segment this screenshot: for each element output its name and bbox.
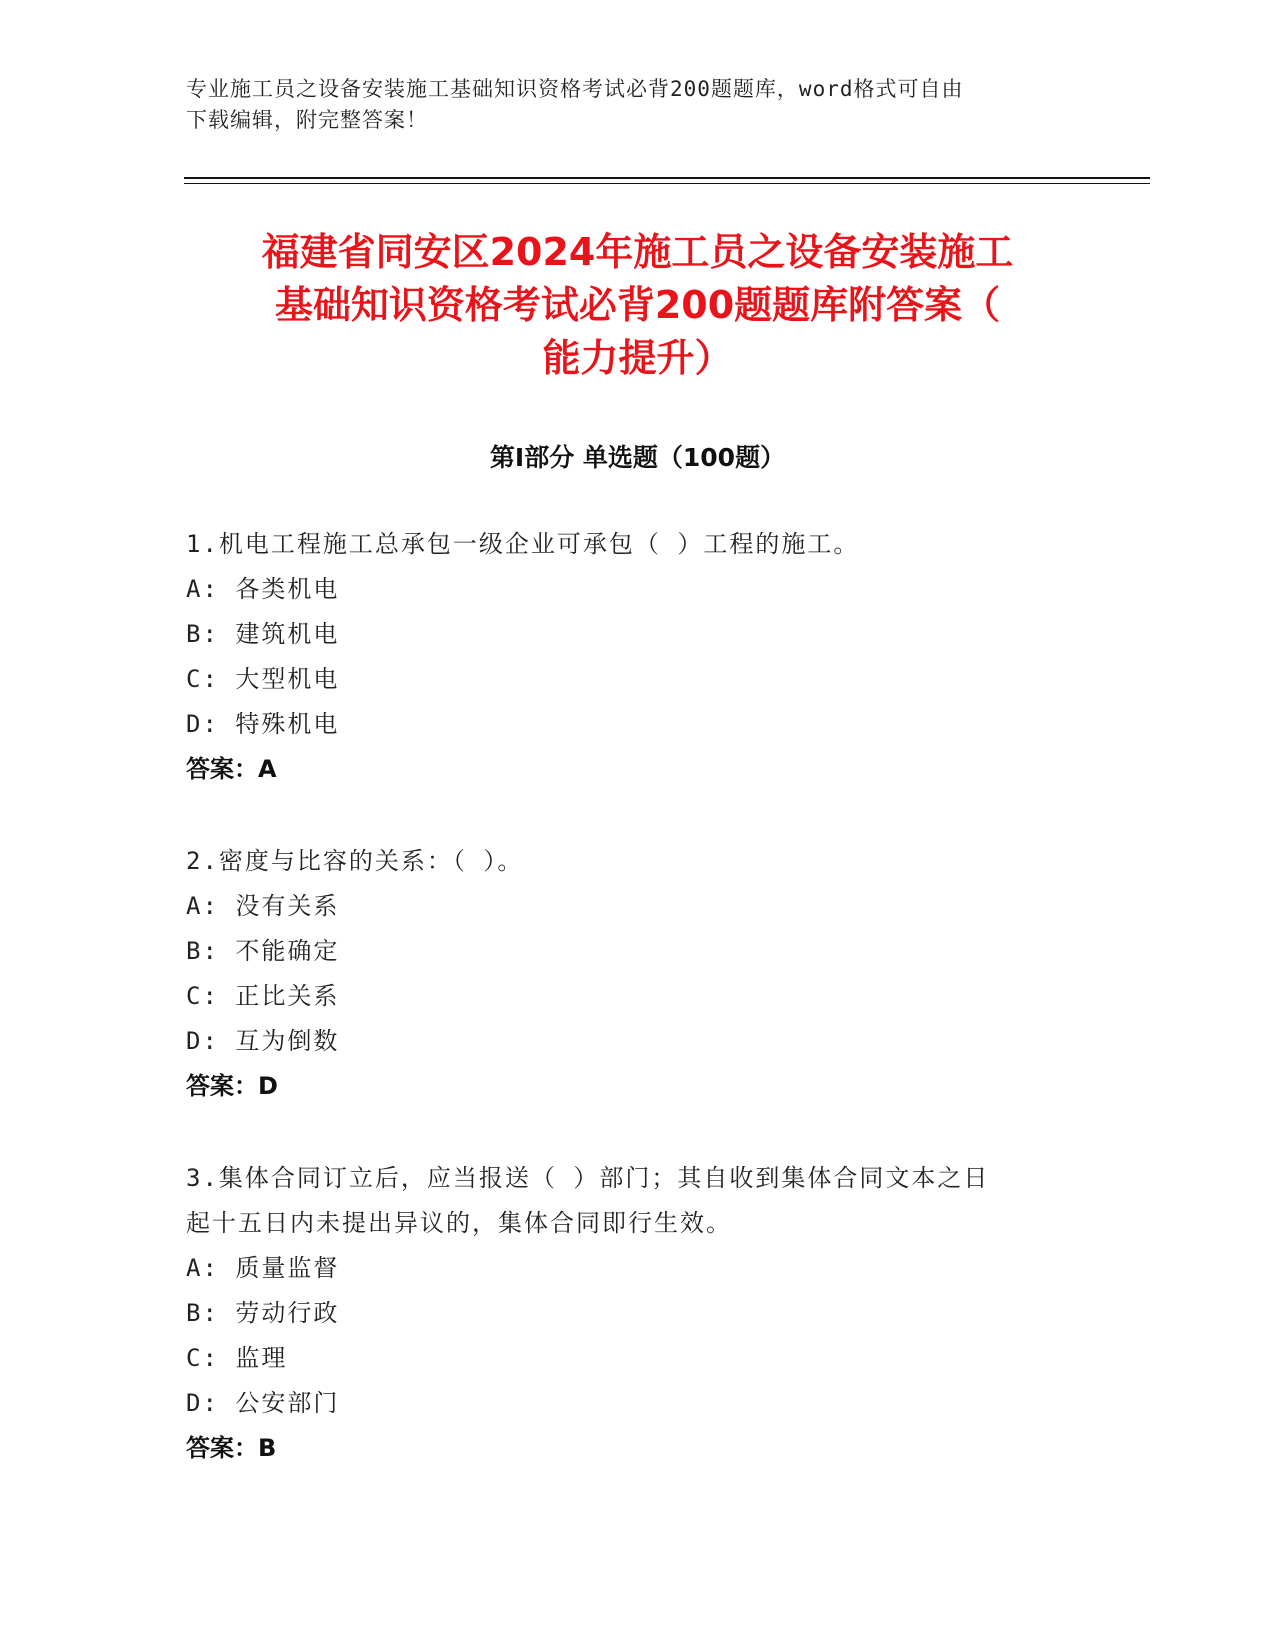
answer-label: 答案：A <box>186 755 277 783</box>
option-a: A: 质量监督 <box>186 1254 340 1282</box>
option-d: D: 特殊机电 <box>186 710 340 738</box>
question-stem: 2.密度与比容的关系：（ ）。 <box>186 847 524 875</box>
header-divider <box>184 177 1150 179</box>
option-c: C: 监理 <box>186 1344 288 1372</box>
option-a: A: 没有关系 <box>186 892 340 920</box>
option-c: C: 正比关系 <box>186 982 340 1010</box>
option-c: C: 大型机电 <box>186 665 340 693</box>
option-b: B: 建筑机电 <box>186 620 340 648</box>
header-divider-thin <box>184 183 1150 184</box>
answer-label: 答案：D <box>186 1072 278 1100</box>
title-line: 福建省同安区2024年施工员之设备安装施工 <box>261 230 1014 274</box>
question-item <box>186 839 1106 1109</box>
answer-label: 答案：B <box>186 1434 277 1462</box>
option-d: D: 互为倒数 <box>186 1027 340 1055</box>
section-heading: 第I部分 单选题（100题） <box>489 443 786 472</box>
document-title <box>150 226 1125 385</box>
question-stem-continued: 起十五日内未提出异议的，集体合同即行生效。 <box>186 1209 732 1237</box>
header-note-line: 下载编辑，附完整答案！ <box>186 108 428 132</box>
question-stem: 1.机电工程施工总承包一级企业可承包（ ）工程的施工。 <box>186 530 860 558</box>
question-list <box>186 522 1106 1471</box>
option-b: B: 不能确定 <box>186 937 340 965</box>
option-b: B: 劳动行政 <box>186 1299 340 1327</box>
option-d: D: 公安部门 <box>186 1389 340 1417</box>
title-line: 基础知识资格考试必背200题题库附答案（ <box>274 283 1001 327</box>
title-line: 能力提升） <box>542 336 733 380</box>
header-note <box>186 74 1066 136</box>
question-stem: 3.集体合同订立后，应当报送（ ）部门；其自收到集体合同文本之日 <box>186 1164 990 1192</box>
question-item <box>186 1156 1106 1471</box>
question-item <box>186 522 1106 792</box>
option-a: A: 各类机电 <box>186 575 340 603</box>
header-note-line: 专业施工员之设备安装施工基础知识资格考试必背200题题库，word格式可自由 <box>186 77 964 101</box>
